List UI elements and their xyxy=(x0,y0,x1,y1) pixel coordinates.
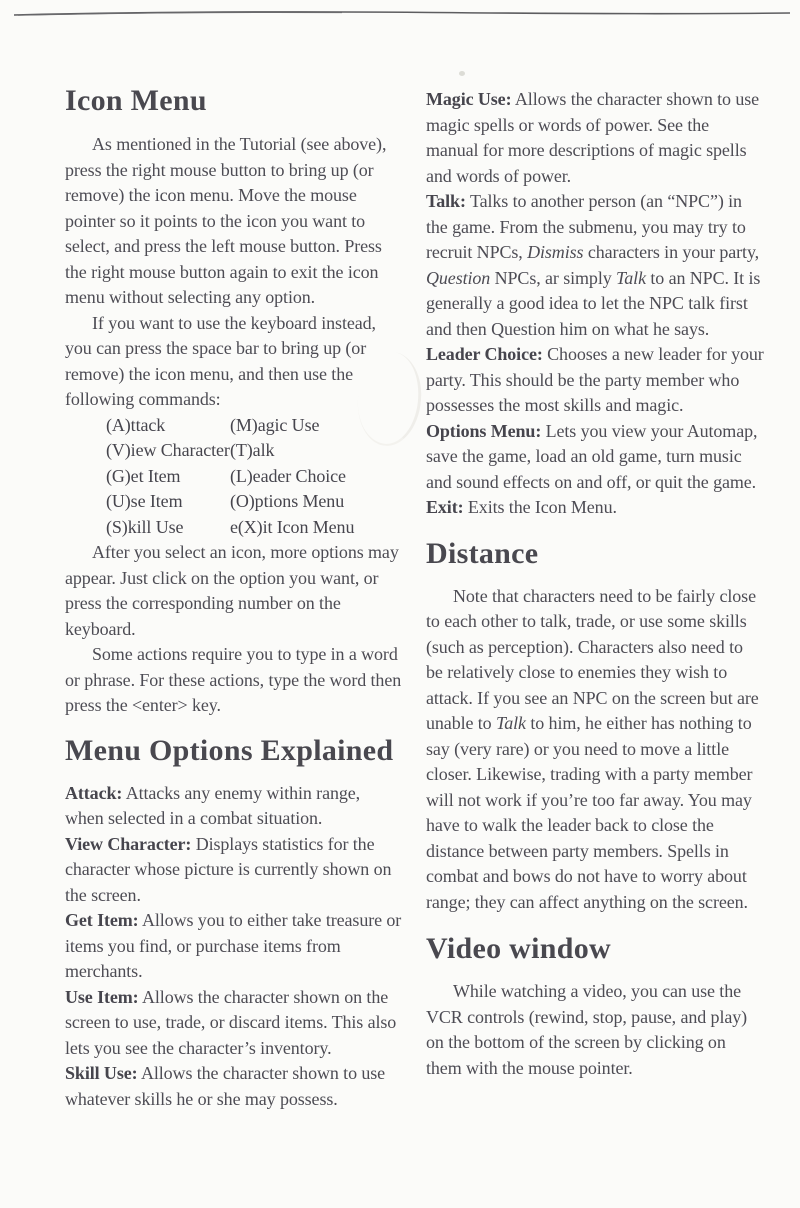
command-leader-choice: (L)eader Choice xyxy=(230,465,346,486)
definition-text: Attacks any enemy within range, when selected in a combat situation. xyxy=(65,782,361,828)
definition-leader-choice xyxy=(426,342,764,419)
definition-talk: Talk: Talks to another person (an “NPC”) in the game. From the submenu, you may try to recruit NPCs, Dismiss characters in your party, Question NPCs, ar simply Talk to an NPC. It is generally a good idea to let the NPC talk first and then Question him on what he says. xyxy=(426,191,761,339)
italic-talk: Talk xyxy=(616,267,646,288)
definition-term: Get Item: xyxy=(65,910,139,930)
command-options-menu: (O)ptions Menu xyxy=(230,491,345,511)
definition-text: Lets you view your Automap, save the game, load an old game, turn music and sound effects on and off, or quit the game. xyxy=(426,420,758,492)
definition-term: Talk: xyxy=(426,191,466,211)
definition-text: Talks to another person (an “NPC”) in the game. From the submenu, you may try to recruit NPCs, xyxy=(426,191,746,262)
definition-text: Allows the character shown to use magic spells or words of power. See the manual for more descriptions of magic spells and words of power. xyxy=(426,89,760,186)
command-exit-icon-menu: e(X)it Icon Menu xyxy=(230,516,355,537)
definition-attack xyxy=(65,781,403,832)
definition-term: Leader Choice: xyxy=(426,344,543,364)
definition-text: Displays statistics for the character whose picture is currently shown on the screen. xyxy=(65,833,392,905)
definition-magic-use xyxy=(426,87,764,189)
section-heading-menu-options-explained: Menu Options Explained xyxy=(65,733,394,767)
right-column xyxy=(426,0,764,1081)
paragraph-distance: Note that characters need to be fairly close to each other to talk, trade, or use some skills (such as perception). Characters also need to be relatively close to enemies they wish to attack. If you see an NPC on the screen but are unable to Talk to him, he either has nothing to say (very rare) or you need to move a little closer. Likewise, trading with a party member will not work if you’re too far away. You may have to walk the leader back to close the distance between party members. Spells in combat and bows do not have to worry about range; they can affect anything on the screen. xyxy=(426,585,759,912)
definition-exit xyxy=(426,495,764,521)
section-heading-video-window: Video window xyxy=(426,932,612,965)
command-talk: (T)alk xyxy=(230,440,275,460)
definition-use-item xyxy=(65,985,403,1062)
definition-term: Skill Use: xyxy=(65,1063,138,1083)
definition-text: Allows the character shown to use whatever skills he or she may possess. xyxy=(65,1063,386,1109)
definition-term: Use Item: xyxy=(65,986,139,1007)
paragraph-icon-menu-keyboard: If you want to use the keyboard instead, you can press the space bar to bring up (or remove) the icon menu, and then use the following commands: xyxy=(65,312,376,409)
definition-term: Options Menu: xyxy=(426,420,542,441)
definition-view-character xyxy=(65,832,403,909)
definition-get-item xyxy=(65,908,403,985)
definition-text: Exits the Icon Menu. xyxy=(467,497,617,517)
definition-term: Attack: xyxy=(65,782,123,803)
command-use-item: (U)se Item xyxy=(106,491,183,511)
command-magic-use: (M)agic Use xyxy=(230,414,320,435)
command-attack: (A)ttack xyxy=(106,414,166,435)
definition-text: Allows the character shown on the screen to use, trade, or discard items. This also lets you see the character’s inventory. xyxy=(65,986,397,1058)
keyboard-command-list xyxy=(106,413,403,541)
definition-text: Allows you to either take treasure or items you find, or purchase items from merchants. xyxy=(65,910,402,981)
paragraph-typing-actions: Some actions require you to type in a word or phrase. For these actions, type the word then press the <enter> key. xyxy=(65,644,402,715)
section-heading-icon-menu: Icon Menu xyxy=(65,84,207,117)
definition-options-menu xyxy=(426,419,764,496)
paragraph-video-window: While watching a video, you can use the VCR controls (rewind, stop, pause, and play) on the bottom of the screen by clicking on them with the mouse pointer. xyxy=(426,981,748,1078)
left-column xyxy=(65,0,403,1112)
italic-dismiss: Dismiss xyxy=(527,242,584,262)
paragraph-after-select: After you select an icon, more options may appear. Just click on the option you want, or press the corresponding number on the keyboard. xyxy=(65,542,399,639)
command-skill-use: (S)kill Use xyxy=(106,516,184,537)
italic-talk: Talk xyxy=(495,713,526,733)
section-heading-distance: Distance xyxy=(426,536,539,570)
definition-term: View Character: xyxy=(65,833,192,854)
italic-question: Question xyxy=(426,267,491,288)
definition-text: Chooses a new leader for your party. This should be the party member who possesses the most skills and magic. xyxy=(426,344,764,415)
command-get-item: (G)et Item xyxy=(106,465,181,486)
definition-term: Magic Use: xyxy=(426,89,512,109)
definition-skill-use xyxy=(65,1061,403,1112)
command-view-character: (V)iew Character xyxy=(106,440,230,460)
definition-term: Exit: xyxy=(426,497,464,517)
paragraph-icon-menu-mouse: As mentioned in the Tutorial (see above), press the right mouse button to bring up (or remove) the icon menu. Move the mouse pointer so it points to the icon you want to select, and press the left mouse button. Press the right mouse button again to exit the icon menu without selecting any option. xyxy=(65,134,387,307)
